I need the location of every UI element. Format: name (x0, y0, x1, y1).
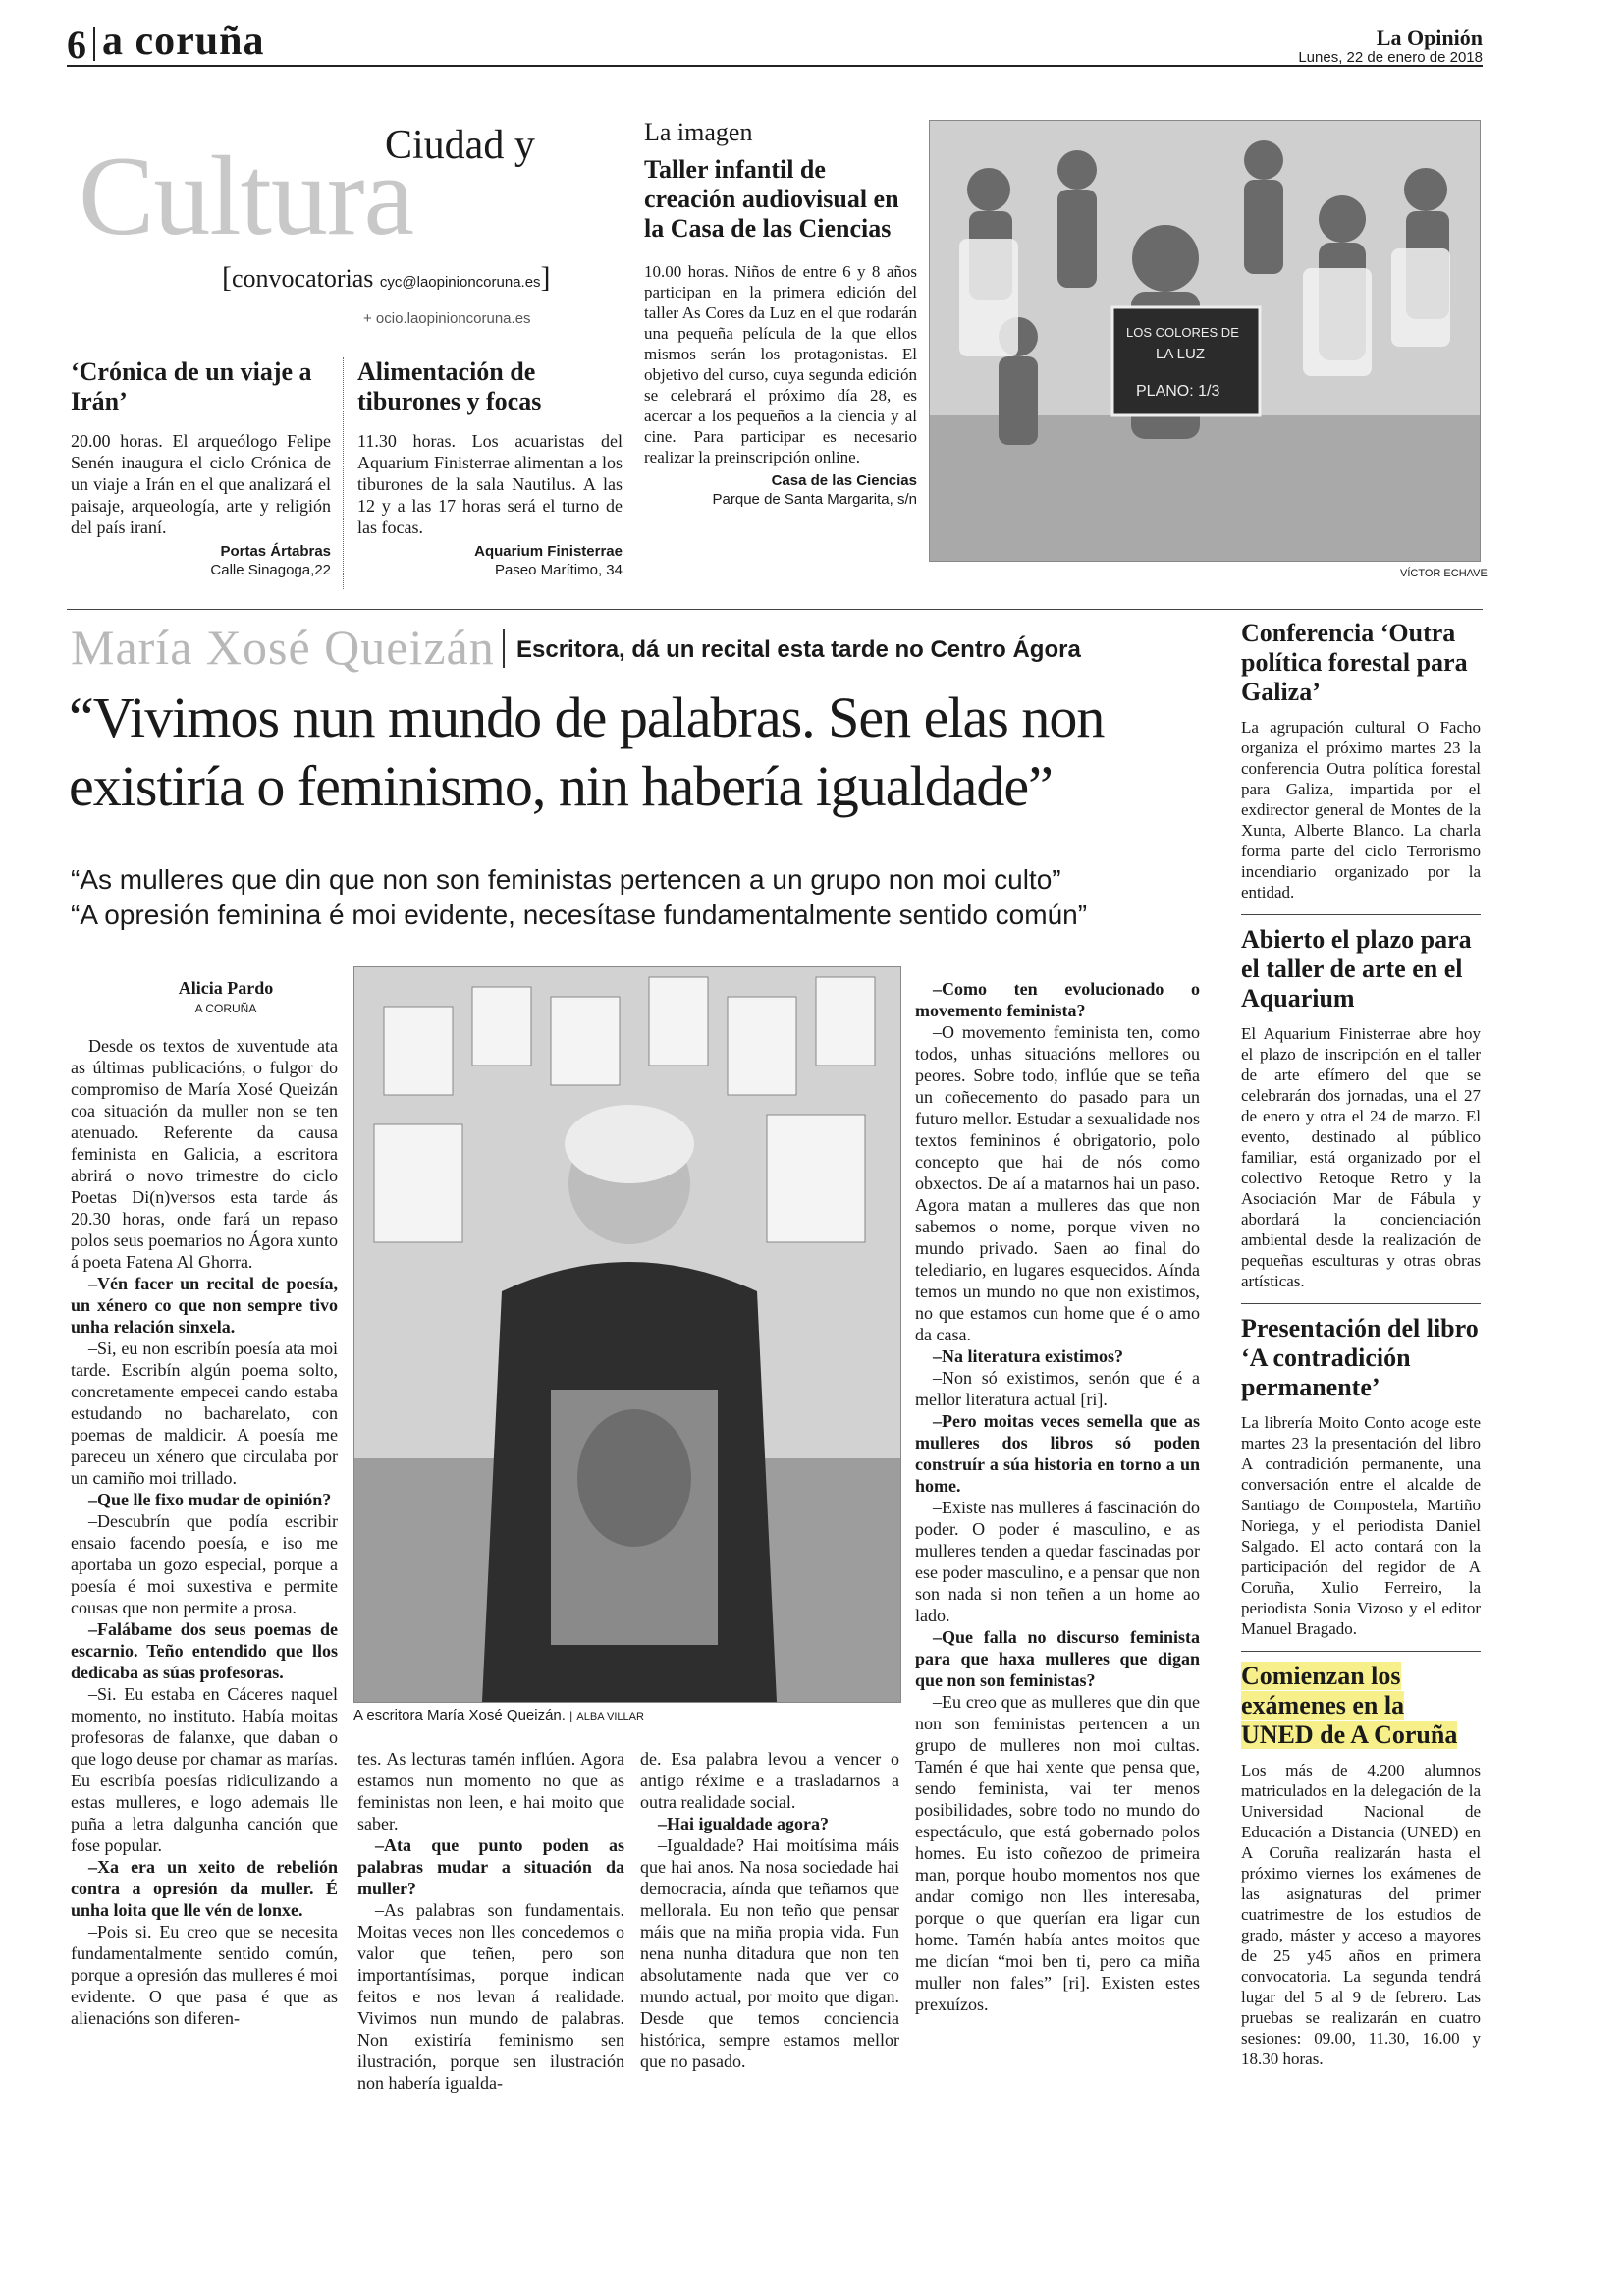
ciudad-title: Ciudad y (385, 123, 535, 168)
agenda-column-divider (343, 357, 344, 589)
agenda-item-2 (357, 357, 623, 579)
photo-caption: A escritora María Xosé Queizán. (353, 1707, 566, 1723)
interview-paragraph: de. Esa palabra levou a vencer o antigo réxime e a trasladarnos a outra realidade social. (640, 1749, 899, 1812)
sidebar-rule (1241, 914, 1481, 915)
interview-question: –Que lle fixo mudar de opinión? (88, 1490, 332, 1509)
byline-author: Alicia Pardo (178, 978, 274, 998)
interview-question: –Falábame dos seus poemas de escarnio. Teño entendido que llos dedicaba as súas profesoras. (71, 1619, 338, 1682)
sidebar-item-title: Conferencia ‘Outra política forestal para Galiza’ (1241, 619, 1468, 706)
highlighted-title: Comienzan los exámenes en la UNED de A Coruña (1241, 1662, 1458, 1749)
convocatorias-label: convocatorias (232, 264, 374, 293)
interview-column-1 (71, 1035, 338, 2029)
interview-paragraph: –Descubrín que podía escribir ensaio facendo poesía, e iso me aportaba un gozo especial, porque a poesía é moi suxestiva e permite cousas que non permite a prosa. (71, 1511, 338, 1617)
la-imagen-kicker: La imagen (644, 118, 753, 146)
interviewee-photo-art (354, 967, 900, 1702)
sidebar-rule (1241, 1303, 1481, 1304)
sign-line-3: PLANO: 1/3 (1136, 383, 1220, 400)
header-divider (93, 27, 95, 61)
interview-paragraph: –As palabras son fundamentais. Moitas veces non lles concedemos o valor que teñen, pero son importantísimas, porque indican feitos e nos levan á realidade. Vivimos nun mundo de palabras. Non existiría feminismo sen ilustración, porque sen ilustración non habería igualda- (357, 1900, 624, 2093)
interview-paragraph: –Igualdade? Hai moitísima máis que hai anos. Na nosa sociedade hai democracia, aínda que teñamos que mellorala. Eu non teño que pensar máis que na miña propia vida. Fun nena nunha ditadura que non ten absolutamente nada que ver co mundo actual, por moito que digan. Desde que temos conciencia histórica, sempre estamos mellor que no pasado. (640, 1835, 899, 2071)
la-imagen-venue: Casa de las Ciencias (771, 472, 917, 489)
la-imagen-title: Taller infantil de creación audiovisual en la Casa de las Ciencias (644, 155, 899, 243)
interview-paragraph: –O movemento feminista ten, como todos, unhas situacións mellores ou peores. Sobre todo, inflúe que se teña un coñecemento do pasado para un futuro mellor. Estudar a sexualidade nos textos femininos é obrigatorio, polo concepto que hai de nós como obxectos. De aí a matarnos hai un paso. Agora matan a mulleres das que non sabemos o nome, porque viven no mundo privado. Saen ao final do telediario, en lugares esquecidos. Aínda temos un mundo no que non existimos, no que estamos cun home que é o amo da casa. (915, 1022, 1200, 1344)
interview-question: –Ata que punto poden as palabras mudar a situación da muller? (357, 1835, 624, 1898)
sidebar-item-4 (1241, 1662, 1481, 2069)
interview-paragraph: –Si, eu non escribín poesía ata moi tarde. Escribín algún poema solto, concretamente empecei cando estaba estudando no bacharelato, con poemas de maldicir. A poesía me pareceu un xénero que circulaba por un camiño moi trillado. (71, 1339, 338, 1488)
interview-question: –Que falla no discurso feminista para que haxa mulleres que digan que non son feministas? (915, 1627, 1200, 1690)
top-section-rule (67, 609, 1483, 610)
page-number: 6 (67, 23, 86, 67)
la-imagen-text: 10.00 horas. Niños de entre 6 y 8 años participan en la primera edición del taller As Cores da Luz en el que rodarán una pequeña película de la que ellos mismos serán los protagonistas. El objetivo del curso, cuya segunda edición se celebrará el próximo día 28, es acercar a los pequeños a la ciencia y al cine. Para participar es necesario realizar la preinscripción online. (644, 262, 917, 466)
children-photo (929, 120, 1481, 562)
interview-question: –Vén facer un recital de poesía, un xénero co que non sempre tivo unha relación sinxela. (71, 1274, 338, 1337)
agenda-web: + ocio.laopinioncoruna.es (363, 310, 531, 327)
sidebar-column (1241, 619, 1481, 2069)
agenda-item-venue: Portas Ártabras (220, 543, 331, 560)
sidebar-item-3 (1241, 1314, 1481, 1639)
section-name: a coruña (102, 19, 265, 64)
issue-date: Lunes, 22 de enero de 2018 (1298, 49, 1483, 66)
children-photo-art (930, 121, 1480, 561)
sidebar-item-text: La librería Moito Conto acoge este martes 23 la presentación del libro A contradición permanente, una conversación entre el alcalde de Santiago de Compostela, Martiño Noriega, y el periodista Daniel Salgado. El acto contará con la participación del regidor de A Coruña, Xulio Ferreiro, la periodista Sonia Vizoso y el editor Manuel Bragado. (1241, 1413, 1481, 1638)
sidebar-item-2 (1241, 925, 1481, 1291)
children-photo-credit: VÍCTOR ECHAVE (1400, 568, 1488, 579)
agenda-item-title: Alimentación de tiburones y focas (357, 357, 542, 415)
agenda-item-title: ‘Crónica de un viaje a Irán’ (71, 357, 312, 415)
sidebar-item-title (1241, 1662, 1481, 1750)
newspaper-name: La Opinión (1376, 26, 1483, 50)
agenda-item-text: 20.00 horas. El arqueólogo Felipe Senén inaugura el ciclo Crónica de un viaje a Irán en el que analizará el paisaje, arqueología, arte y religión del país iraní. (71, 431, 331, 537)
interview-paragraph: –Eu creo que as mulleres que din que non son feministas pertencen a un grupo de mulleres non moi cultas. Tamén é que hai xente que pensa que, sendo feminista, vai ter menos posibilidades, sobre todo no mundo do espectáculo, que está gobernado polos homes. Eu isto coñezoo de primeira man, porque houbo momentos nos que andar comigo non lles interesaba, porque o que querían era ligar cun home. Tamén había antes moitos que me dicían “moi ben ti, pero ca miña muller non fales” [ri]. Existen estes prexuízos. (915, 1692, 1200, 2014)
interview-paragraph: –Pois si. Eu creo que se necesita fundamentalmente sentido común, porque a opresión das mulleres é moi evidente. O que pasa é que as alienacións son diferen- (71, 1922, 338, 2028)
photo-caption-line: A escritora María Xosé Queizán. | ALBA VILLAR (353, 1707, 644, 1723)
header-rule (67, 65, 1483, 67)
interview-paragraph: tes. As lecturas tamén inflúen. Agora estamos nun momento no que as feministas non leen, e hai moito que saber. (357, 1749, 624, 1833)
agenda-item-text: 11.30 horas. Los acuaristas del Aquarium Finisterrae alimentan a los tiburones de la sala Nautilus. A las 12 y a las 17 horas será el turno de las focas. (357, 431, 623, 537)
interview-question: –Hai igualdade agora? (658, 1814, 830, 1833)
sidebar-item-text: El Aquarium Finisterrae abre hoy el plazo de inscripción en el taller de arte efímero del que se celebrarán dos jornadas, una el 27 de enero y otra el 24 de marzo. El evento, destinado al público familiar, está organizado por el colectivo Retoque Retro y la Asociación Mar de Fábula y abordará la concienciación ambiental desde la realización de pequeñas esculturas y otras obras artísticas. (1241, 1024, 1481, 1290)
sidebar-item-1 (1241, 619, 1481, 902)
interviewee-name: María Xosé Queizán (71, 620, 495, 675)
interview-question: –Pero moitas veces semella que as mulleres dos libros só poden construír a súa historia en torno a un home. (915, 1411, 1200, 1496)
sidebar-item-title: Presentación del libro ‘A contradición permanente’ (1241, 1314, 1479, 1401)
interview-subhead-2: “A opresión feminina é moi evidente, necesítase fundamentalmente sentido común” (71, 900, 1088, 930)
interview-column-4 (915, 978, 1200, 2015)
agenda-item-address: Paseo Marítimo, 34 (494, 562, 623, 578)
la-imagen-block (644, 118, 917, 509)
agenda-email: cyc@laopinioncoruna.es (379, 274, 541, 291)
sidebar-item-title: Abierto el plazo para el taller de arte en el Aquarium (1241, 925, 1472, 1012)
interview-paragraph: –Existe nas mulleres á fascinación do poder. O poder é masculino, e as mulleres tenden a quedar fascinadas por ese poder masculino, e a pensar que non son nada si non teñen a un home ao lado. (915, 1498, 1200, 1625)
sidebar-item-text: La agrupación cultural O Facho organiza el próximo martes 23 la conferencia Outra política forestal para Galiza, impartida por el exdirector general de Montes de la Xunta, Alberte Blanco. La charla forma parte del ciclo Terrorismo incendiario organizado por la entidad. (1241, 718, 1481, 902)
interview-paragraph: Desde os textos de xuventude ata as últimas publicacións, o fulgor do compromiso de María Xosé Queizán coa situación da muller non se ten atenuado. Referente da causa feminista en Galicia, a escritora abrirá o novo trimestre do ciclo Poetas Di(n)versos esta tarde ás 20.30 horas, onde fará un repaso polos seus poemarios no Ágora xunto á poeta Fatena Al Ghorra. (71, 1036, 338, 1272)
interviewee-photo-credit: ALBA VILLAR (576, 1711, 644, 1722)
interview-paragraph: –Non só existimos, senón que é a mellor literatura actual [ri]. (915, 1368, 1200, 1409)
cultura-title: Cultura (79, 134, 413, 259)
interview-headline: “Vivimos nun mundo de palabras. Sen elas non existiría o feminismo, nin habería igualdade” (69, 685, 1105, 818)
interview-column-3 (640, 1748, 899, 2072)
agenda-item-address: Calle Sinagoga,22 (210, 562, 331, 578)
interview-question: –Xa era un xeito de rebelión contra a opresión da muller. É unha loita que lle vén de lonxe. (71, 1857, 338, 1920)
sign-line-2: LA LUZ (1156, 346, 1206, 362)
name-divider (503, 629, 505, 668)
la-imagen-address: Parque de Santa Margarita, s/n (712, 491, 917, 508)
interviewee-role: Escritora, dá un recital esta tarde no Centro Ágora (516, 636, 1081, 663)
interview-column-2 (357, 1748, 624, 2094)
convocatorias-line: [convocatorias cyc@laopinioncoruna.es] (222, 261, 551, 294)
agenda-item-1 (71, 357, 331, 579)
interview-question: –Como ten evolucionado o movemento feminista? (915, 979, 1200, 1020)
byline-location: A CORUÑA (194, 1002, 257, 1015)
sign-line-1: LOS COLORES DE (1126, 325, 1239, 340)
interviewee-photo (353, 966, 901, 1703)
interview-subhead-1: “As mulleres que din que non son feministas pertencen a un grupo non moi culto” (71, 864, 1061, 895)
sidebar-item-text: Los más de 4.200 alumnos matriculados en la delegación de la Universidad Nacional de Educación a Distancia (UNED) en A Coruña realizarán hasta el próximo viernes los exámenes de las asignaturas del primer cuatrimestre de los estudios de grado, máster y acceso a mayores de 25 y45 años en primera convocatoria. La segunda tendrá lugar del 5 al 9 de febrero. Las pruebas se realizarán en cuatro sesiones: 09.00, 11.30, 16.00 y 18.30 horas. (1241, 1761, 1481, 2068)
agenda-item-venue: Aquarium Finisterrae (474, 543, 623, 560)
interview-paragraph: –Si. Eu estaba en Cáceres naquel momento, no instituto. Había moitas profesoras de falanxe, que daban o que logo deuse por chamar as marías. Eu escribía poesías ridiculizando a estas mulleres, e logo ademais lle puña a letra dalgunha canción que fose popular. (71, 1684, 338, 1855)
interview-question: –Na literatura existimos? (933, 1346, 1123, 1366)
sidebar-rule (1241, 1651, 1481, 1652)
